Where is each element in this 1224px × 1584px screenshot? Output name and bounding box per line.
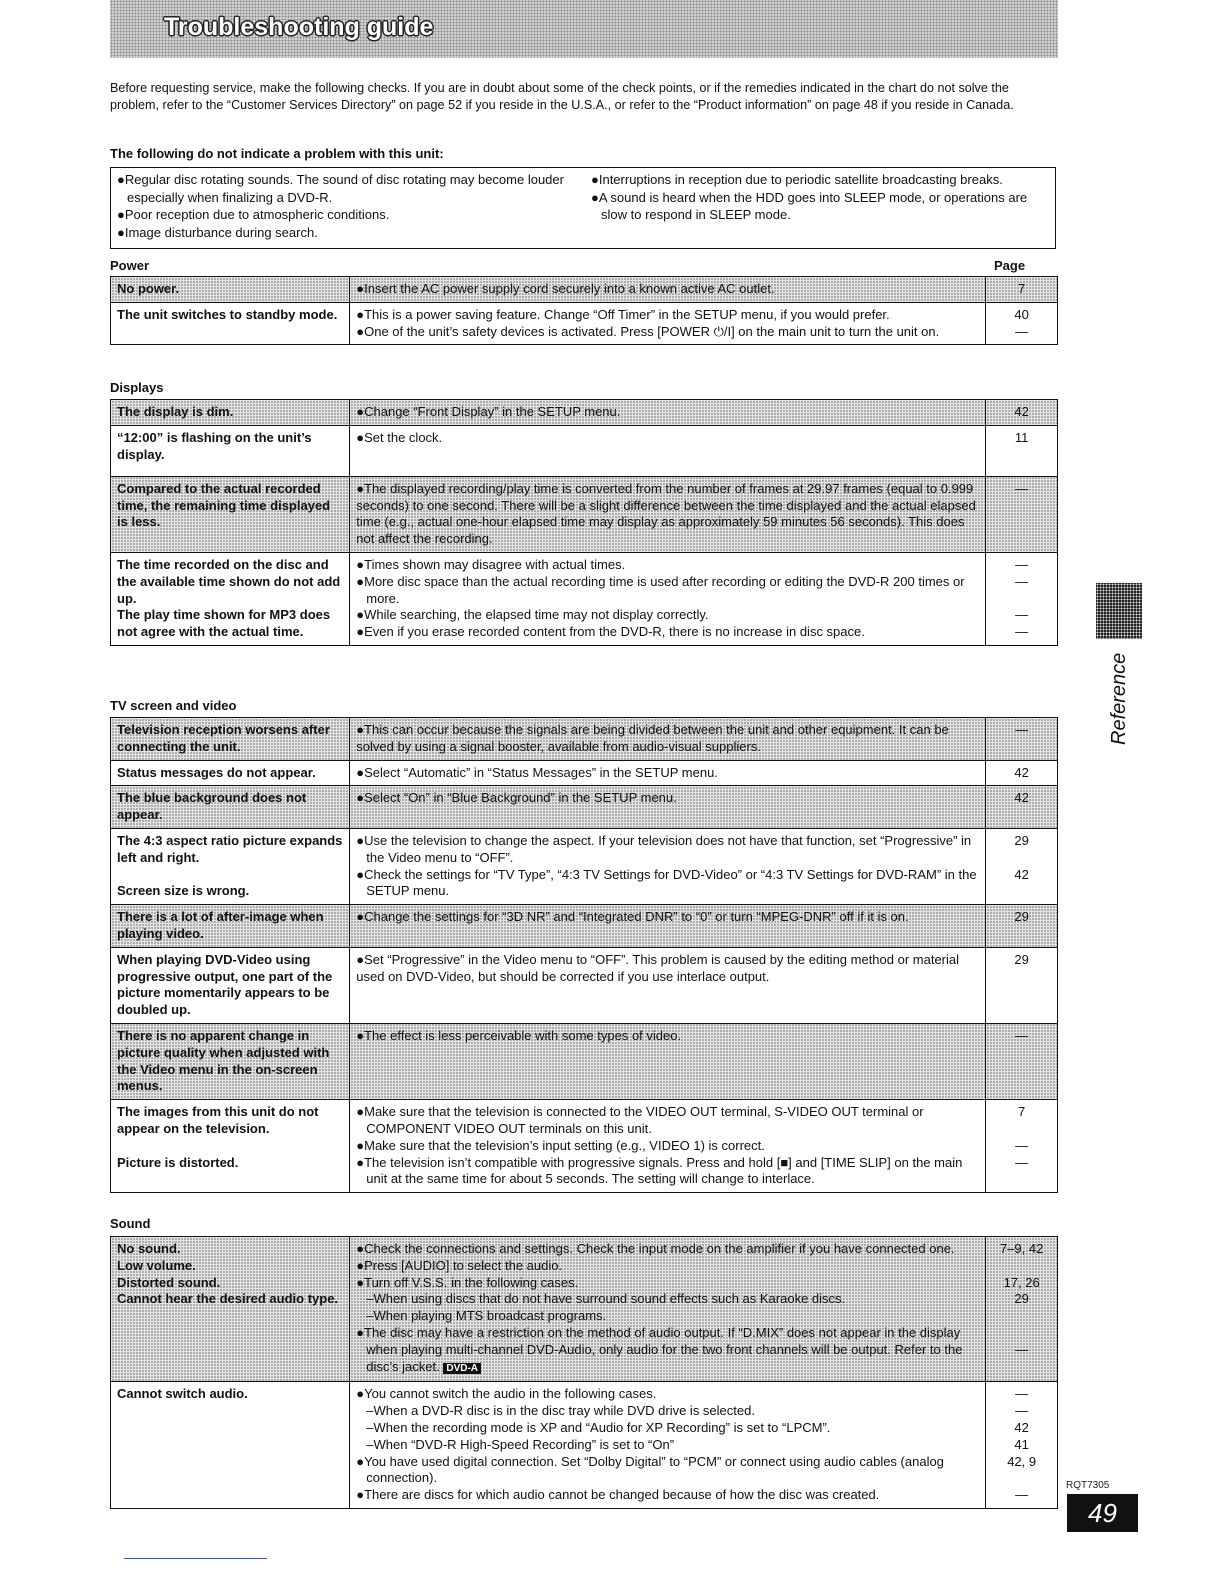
page-ref xyxy=(986,1382,1058,1509)
page-ref xyxy=(986,1237,1058,1382)
remedy-text: ●The disc may have a restriction on the method of audio output. If “D.MIX” does not appear in the display when playing multi-channel DVD-Audio, only audio for the two front channels will be output. Refer to the disc’s jacket. xyxy=(356,1324,963,1374)
page-value: — xyxy=(1015,1487,1029,1503)
page-column-header: Page xyxy=(994,258,1026,273)
tv-table xyxy=(110,717,1058,1193)
remedy-subitem: –When using discs that do not have surround sound effects such as Karaoke discs. xyxy=(366,1291,846,1307)
remedy-item: ●While searching, the elapsed time may not display correctly. xyxy=(356,607,709,623)
symptom: The display is dim. xyxy=(111,400,350,426)
page-value: — xyxy=(1015,1137,1029,1153)
page-value: 40 xyxy=(1014,306,1029,322)
condition-item: ●Interruptions in reception due to periodic satellite broadcasting breaks. xyxy=(591,172,1003,187)
symptom-text: The play time shown for MP3 does not agree with the actual time. xyxy=(117,607,331,640)
dvd-a-badge: DVD-A xyxy=(443,1363,481,1374)
symptom-text: No sound. xyxy=(117,1241,181,1256)
remedy: ●Select “On” in “Blue Background” in the SETUP menu. xyxy=(350,786,986,829)
table-row xyxy=(111,905,1058,948)
symptom: Status messages do not appear. xyxy=(111,760,350,786)
table-row xyxy=(111,1237,1058,1382)
symptom xyxy=(111,552,350,645)
page-title: Troubleshooting guide xyxy=(164,13,434,41)
remedy-item: ●Even if you erase recorded content from the DVD-R, there is no increase in disc space. xyxy=(356,624,865,640)
page-value: — xyxy=(1015,1386,1029,1402)
table-row xyxy=(111,828,1058,904)
condition-item: ●Poor reception due to atmospheric conditions. xyxy=(117,207,390,222)
remedy-subitem: –When “DVD-R High-Speed Recording” is set to “On” xyxy=(366,1436,675,1452)
table-row xyxy=(111,760,1058,786)
remedy-item: ●This is a power saving feature. Change “Off Timer” in the SETUP menu, if you would prefer. xyxy=(356,306,890,322)
symptom: Television reception worsens after connecting the unit. xyxy=(111,718,350,761)
table-row xyxy=(111,302,1058,345)
symptom: The unit switches to standby mode. xyxy=(111,302,350,345)
condition-item: ●Regular disc rotating sounds. The sound of disc rotating may become louder especially when finalizing a DVD-R. xyxy=(117,172,564,205)
page-ref: 11 xyxy=(986,425,1058,476)
remedy-subitem: –When playing MTS broadcast programs. xyxy=(366,1308,607,1324)
symptom-text: The images from this unit do not appear on the television. xyxy=(117,1104,319,1136)
remedy: ●The displayed recording/play time is converted from the number of frames at 29.97 frames (equal to 0.999 seconds) to one second. There will be a slight difference between the time displayed and the actual elapsed time (e.g., actual one-hour elapsed time may display as approximately 59 minutes 56 seconds). This does not affect the recording. xyxy=(350,476,986,552)
remedy: ●Select “Automatic” in “Status Messages” in the SETUP menu. xyxy=(350,760,986,786)
page-value: — xyxy=(1015,556,1029,572)
remedy: ●Change “Front Display” in the SETUP menu. xyxy=(350,400,986,426)
page-value: 29 xyxy=(1014,1291,1029,1307)
page-ref: — xyxy=(986,476,1058,552)
remedy xyxy=(350,1237,986,1382)
remedy-subitem: –When a DVD-R disc is in the disc tray while DVD drive is selected. xyxy=(366,1403,755,1419)
symptom-text: Distorted sound. xyxy=(117,1274,221,1290)
section-title-tv: TV screen and video xyxy=(110,698,237,713)
section-title-power: Power xyxy=(110,258,150,273)
table-row xyxy=(111,400,1058,426)
conditions-left xyxy=(117,171,587,241)
page-value: 7 xyxy=(1018,1104,1026,1120)
section-title-displays: Displays xyxy=(110,380,164,395)
page-value: — xyxy=(1015,1403,1029,1419)
remedy: ●The effect is less perceivable with some types of video. xyxy=(350,1023,986,1099)
table-row xyxy=(111,947,1058,1023)
side-tab-marker xyxy=(1096,583,1142,639)
page-ref: 42 xyxy=(986,786,1058,829)
page-value: 42, 9 xyxy=(1007,1453,1037,1469)
remedy-item: ●You cannot switch the audio in the following cases. xyxy=(356,1386,657,1402)
page-ref: 42 xyxy=(986,400,1058,426)
symptom: The blue background does not appear. xyxy=(111,786,350,829)
symptom: There is a lot of after-image when playing video. xyxy=(111,905,350,948)
remedy: ●Set “Progressive” in the Video menu to “OFF”. This problem is caused by the editing method or material used on DVD-Video, but should be corrected if you use interlace output. xyxy=(350,947,986,1023)
remedy-item: ●Press [AUDIO] to select the audio. xyxy=(356,1257,563,1273)
page-value: 7–9, 42 xyxy=(999,1241,1044,1256)
table-row xyxy=(111,277,1058,303)
remedy-item: ●You have used digital connection. Set “Dolby Digital” to “PCM” or connect using audio cables (analog connection). xyxy=(356,1453,944,1486)
table-row xyxy=(111,425,1058,476)
page-ref: — xyxy=(986,718,1058,761)
page-number: 49 xyxy=(1067,1494,1138,1532)
symptom-text: Picture is distorted. xyxy=(117,1154,239,1170)
symptom xyxy=(111,828,350,904)
table-row xyxy=(111,552,1058,645)
remedy xyxy=(350,1100,986,1193)
condition-item: ●A sound is heard when the HDD goes into SLEEP mode, or operations are slow to respond in SLEEP mode. xyxy=(591,189,1028,222)
title-bar xyxy=(110,0,1058,58)
displays-table xyxy=(110,399,1058,646)
page-value: — xyxy=(1015,624,1029,640)
table-row xyxy=(111,786,1058,829)
page-value: 41 xyxy=(1014,1436,1029,1452)
page-ref: 7 xyxy=(986,277,1058,303)
symptom: No power. xyxy=(111,277,350,303)
symptom: There is no apparent change in picture quality when adjusted with the Video menu in the on-screen menus. xyxy=(111,1023,350,1099)
page-value: 17, 26 xyxy=(1003,1274,1040,1290)
power-table xyxy=(110,276,1058,345)
remedy: ●Insert the AC power supply cord securely into a known active AC outlet. xyxy=(350,277,986,303)
symptom-text: Screen size is wrong. xyxy=(117,883,250,899)
symptom xyxy=(111,1100,350,1193)
table-row xyxy=(111,476,1058,552)
remedy xyxy=(350,552,986,645)
remedy-item: ●Check the connections and settings. Check the input mode on the amplifier if you have connected one. xyxy=(356,1241,955,1256)
intro-text: Before requesting service, make the following checks. If you are in doubt about some of the check points, or if the remedies indicated in the chart do not solve the problem, refer to the “Customer Services Directory” on page 52 if you reside in the U.S.A., or refer to the “Product information” on page 48 if you reside in Canada. xyxy=(110,81,1014,112)
page-value: 42 xyxy=(1014,866,1029,882)
symptom: “12:00” is flashing on the unit’s display. xyxy=(111,425,350,476)
condition-item: ●Image disturbance during search. xyxy=(117,224,318,240)
symptom-text: Cannot hear the desired audio type. xyxy=(117,1291,339,1307)
footer-line xyxy=(124,1558,267,1559)
page-value: 29 xyxy=(1014,832,1029,848)
document-code: RQT7305 xyxy=(1066,1480,1110,1491)
page-ref xyxy=(986,828,1058,904)
table-row xyxy=(111,1382,1058,1509)
page-ref xyxy=(986,552,1058,645)
remedy xyxy=(350,828,986,904)
symptom xyxy=(111,1237,350,1382)
symptom: When playing DVD-Video using progressive output, one part of the picture momentarily appears to be doubled up. xyxy=(111,947,350,1023)
remedy: ●Change the settings for “3D NR” and “Integrated DNR” to “0” or turn “MPEG-DNR” off if it is on. xyxy=(350,905,986,948)
page-ref: 29 xyxy=(986,905,1058,948)
remedy-item: ●There are discs for which audio cannot be changed because of how the disc was created. xyxy=(356,1487,880,1503)
table-row xyxy=(111,718,1058,761)
remedy: ●This can occur because the signals are being divided between the unit and other equipment. It can be solved by using a signal booster, available from audio-visual suppliers. xyxy=(350,718,986,761)
table-row xyxy=(111,1023,1058,1099)
symptom: Compared to the actual recorded time, the remaining time displayed is less. xyxy=(111,476,350,552)
remedy-item: ●The television isn’t compatible with progressive signals. Press and hold [■] and [TIME SLIP] on the main unit at the same time for about 5 seconds. The setting will change to interlace. xyxy=(356,1154,963,1187)
page-value: — xyxy=(1015,323,1029,339)
side-section-label: Reference xyxy=(1108,652,1130,745)
symptom-text: The 4:3 aspect ratio picture expands left and right. xyxy=(117,832,343,865)
conditions-title: The following do not indicate a problem with this unit: xyxy=(110,146,444,161)
page-value: 42 xyxy=(1014,1419,1029,1435)
remedy xyxy=(350,302,986,345)
sound-table xyxy=(110,1236,1058,1509)
remedy-item: ●Times shown may disagree with actual times. xyxy=(356,556,626,572)
page-ref xyxy=(986,1100,1058,1193)
remedy xyxy=(350,1382,986,1509)
remedy-item: ●Make sure that the television’s input setting (e.g., VIDEO 1) is correct. xyxy=(356,1137,765,1153)
page-ref: — xyxy=(986,1023,1058,1099)
table-row xyxy=(111,1100,1058,1193)
conditions-box xyxy=(110,167,1056,249)
page-value: — xyxy=(1015,1341,1029,1357)
remedy-item: ●Use the television to change the aspect. If your television does not have that function, set “Progressive” in the Video menu to “OFF”. xyxy=(356,832,972,865)
page-value: — xyxy=(1015,573,1029,589)
remedy: ●Set the clock. xyxy=(350,425,986,476)
symptom-text: The time recorded on the disc and the available time shown do not add up. xyxy=(117,556,341,606)
remedy-item: ●Make sure that the television is connected to the VIDEO OUT terminal, S-VIDEO OUT terminal or COMPONENT VIDEO OUT terminals on this unit. xyxy=(356,1104,924,1136)
page-value: — xyxy=(1015,1154,1029,1170)
remedy-item xyxy=(356,1325,979,1377)
page-ref: 29 xyxy=(986,947,1058,1023)
conditions-right xyxy=(591,171,1041,224)
section-title-sound: Sound xyxy=(110,1216,151,1231)
page-value: — xyxy=(1015,607,1029,623)
symptom: Cannot switch audio. xyxy=(111,1382,350,1509)
page-ref xyxy=(986,302,1058,345)
remedy-item: ●Check the settings for “TV Type”, “4:3 TV Settings for DVD-Video” or “4:3 TV Settings for DVD-RAM” in the SETUP menu. xyxy=(356,866,977,899)
remedy-item: ●Turn off V.S.S. in the following cases. xyxy=(356,1274,579,1290)
remedy-item: ●One of the unit’s safety devices is activated. Press [POWER ⏻/I] on the main unit to turn the unit on. xyxy=(356,323,940,339)
remedy-subitem: –When the recording mode is XP and “Audio for XP Recording” is set to “LPCM”. xyxy=(366,1419,831,1435)
symptom-text: Low volume. xyxy=(117,1257,196,1273)
remedy-item: ●More disc space than the actual recording time is used after recording or editing the DVD-R 200 times or more. xyxy=(356,573,965,606)
page-ref: 42 xyxy=(986,760,1058,786)
